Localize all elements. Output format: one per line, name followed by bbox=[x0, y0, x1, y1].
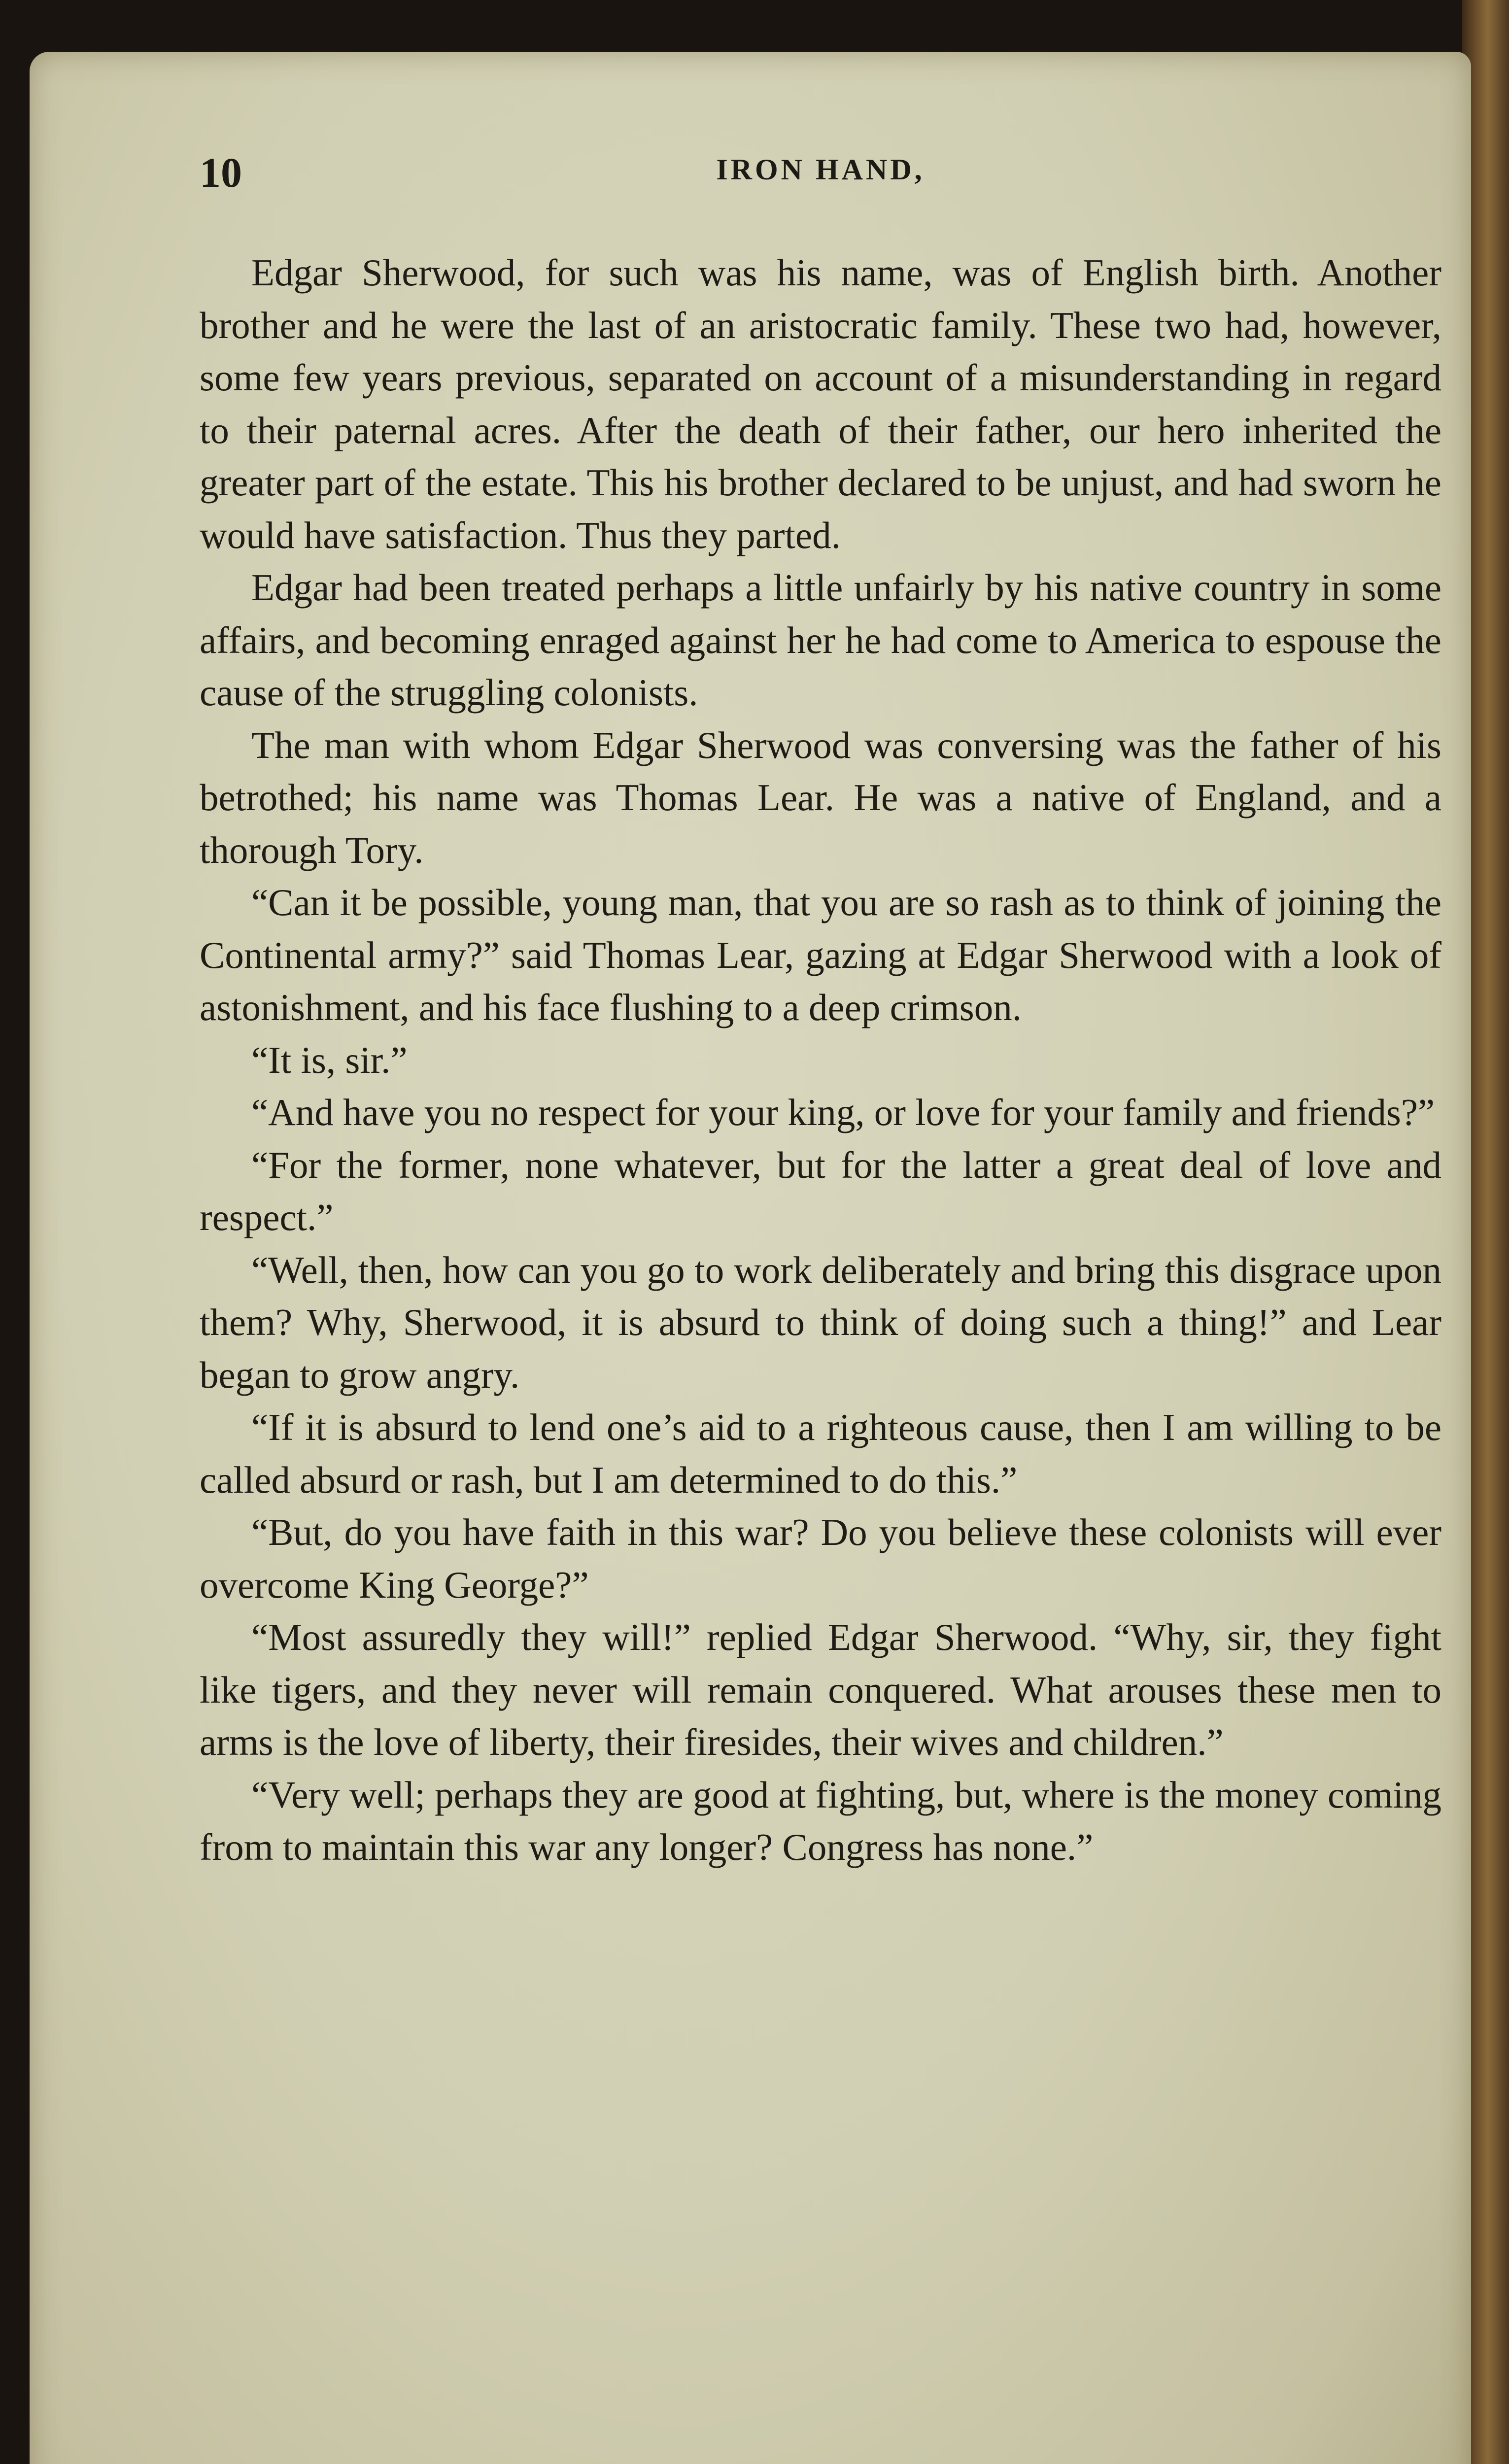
paragraph: “If it is absurd to lend one’s aid to a righteous cause, then I am willing to be called absurd or rash, but I am determined to do this.” bbox=[200, 1406, 1441, 1501]
running-head: IRON HAND, bbox=[716, 153, 925, 186]
paragraph: “But, do you have faith in this war? Do you believe these colonists will ever overcome King George?” bbox=[200, 1511, 1441, 1606]
paragraph: The man with whom Edgar Sherwood was conversing was the father of his betrothed; his name was Thomas Lear. He was a native of England, and a thorough Tory. bbox=[200, 723, 1441, 871]
page-header bbox=[200, 148, 1441, 202]
paragraph: “Well, then, how can you go to work deliberately and bring this disgrace upon them? Why, Sherwood, it is absurd to think of doing such a thing!” and Lear began to grow angry. bbox=[200, 1248, 1441, 1396]
page-number: 10 bbox=[200, 149, 242, 196]
paragraph: “Very well; perhaps they are good at fighting, but, where is the money coming from to maintain this war any longer? Congress has none.” bbox=[200, 1773, 1441, 1868]
paragraph: “And have you no respect for your king, or love for your family and friends?” bbox=[251, 1091, 1435, 1133]
paragraph: “It is, sir.” bbox=[251, 1038, 408, 1081]
paragraph: “Can it be possible, young man, that you are so rash as to think of joining the Continental army?” said Thomas Lear, gazing at Edgar Sherwood with a look of astonishment, and his face flushing to a deep crimson. bbox=[200, 881, 1441, 1028]
paragraph: Edgar Sherwood, for such was his name, was of English birth. Another brother and he were the last of an aristocratic family. These two had, however, some few years previous, separated on account of a misunderstanding in regard to their paternal acres. After the death of their father, our hero inherited the greater part of the estate. This his brother declared to be unjust, and had sworn he would have satisfaction. Thus they parted. bbox=[200, 251, 1441, 556]
paragraph: Edgar had been treated perhaps a little unfairly by his native country in some affairs, and becoming enraged against her he had come to America to espouse the cause of the struggling colonists. bbox=[200, 566, 1441, 714]
paragraph: “Most assuredly they will!” replied Edgar Sherwood. “Why, sir, they fight like tigers, and they never will remain conquered. What arouses these men to arms is the love of liberty, their firesides, their wives and children.” bbox=[200, 1616, 1441, 1763]
paragraph: “For the former, none whatever, but for the latter a great deal of love and respect.” bbox=[200, 1143, 1441, 1238]
body-text bbox=[200, 246, 1441, 1874]
